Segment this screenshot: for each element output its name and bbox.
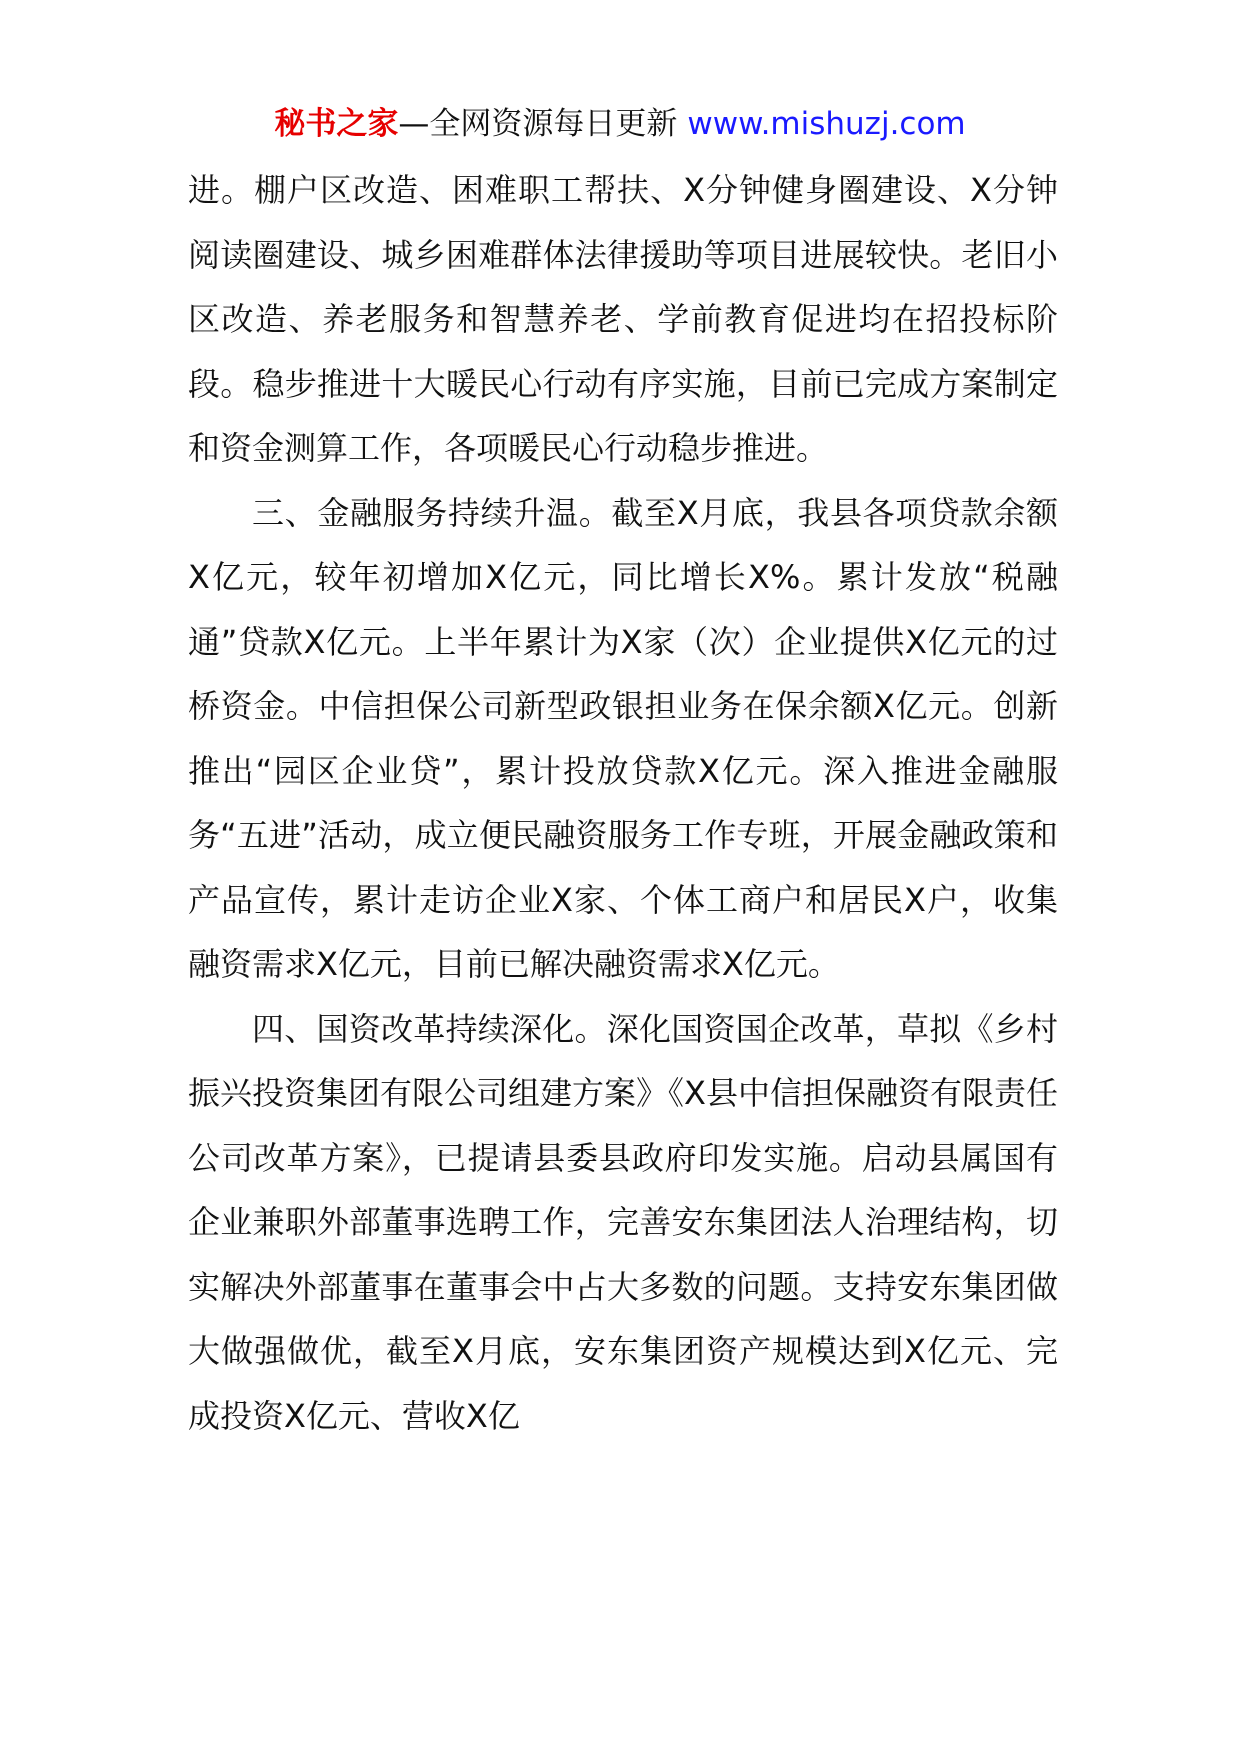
paragraph-financial-services: 三、金融服务持续升温。截至X月底，我县各项贷款余额X亿元，较年初增加X亿元，同比增长X%。累计发放“税融通”贷款X亿元。上半年累计为X家（次）企业提供X亿元的过桥资金。中信担保公司新型政银担业务在保余额X亿元。创新推出“园区企业贷”，累计投放贷款X亿元。深入推进金融服务“五进”活动，成立便民融资服务工作专班，开展金融政策和产品宣传，累计走访企业X家、个体工商户和居民X户，收集融资需求X亿元，目前已解决融资需求X亿元。 <box>188 493 1058 983</box>
header-url-link[interactable]: www.mishuzj.com <box>687 106 966 142</box>
paragraph-continuation: 进。棚户区改造、困难职工帮扶、X分钟健身圈建设、X分钟阅读圈建设、城乡困难群体法律援助等项目进展较快。老旧小区改造、养老服务和智慧养老、学前教育促进均在招投标阶段。稳步推进十大暖民心行动有序实施，目前已完成方案制定和资金测算工作，各项暖民心行动稳步推进。 <box>188 171 1058 467</box>
page-header <box>0 100 1240 148</box>
header-dash: — <box>398 106 430 142</box>
header-brand: 秘书之家 <box>274 106 399 142</box>
document-body <box>188 158 1058 1448</box>
paragraph-soe-reform: 四、国资改革持续深化。深化国资国企改革，草拟《乡村振兴投资集团有限公司组建方案》《X县中信担保融资有限责任公司改革方案》，已提请县委县政府印发实施。启动县属国有企业兼职外部董事选聘工作，完善安东集团法人治理结构，切实解决外部董事在董事会中占大多数的问题。支持安东集团做大做强做优，截至X月底，安东集团资产规模达到X亿元、完成投资X亿元、营收X亿 <box>188 1009 1058 1435</box>
header-slogan: 全网资源每日更新 <box>429 106 678 142</box>
